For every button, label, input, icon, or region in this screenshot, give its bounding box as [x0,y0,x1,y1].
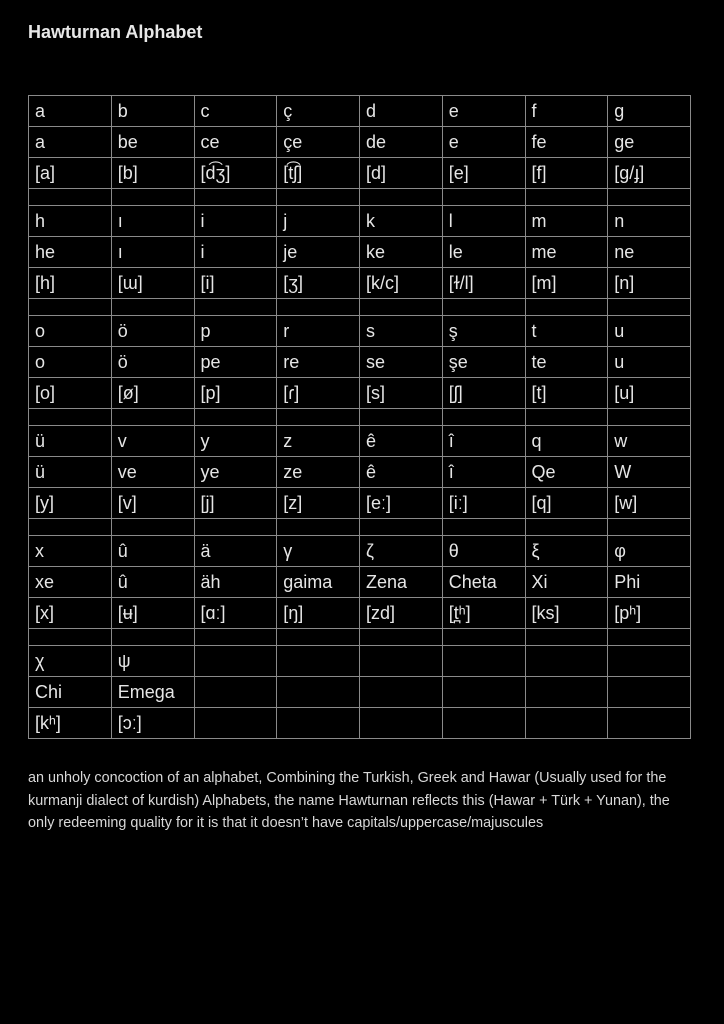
name-cell: Chi [29,677,112,708]
name-cell: ê [360,457,443,488]
ipa-cell [608,708,691,739]
name-cell [525,677,608,708]
name-row [29,567,691,598]
ipa-row [29,158,691,189]
empty-cell [29,629,112,646]
ipa-cell: [m] [525,268,608,299]
empty-cell [111,189,194,206]
empty-cell [608,409,691,426]
letter-cell: l [442,206,525,237]
ipa-row [29,268,691,299]
empty-cell [111,629,194,646]
name-cell: Emega [111,677,194,708]
empty-cell [608,189,691,206]
letter-cell: ψ [111,646,194,677]
name-cell: û [111,567,194,598]
ipa-cell: [ɑː] [194,598,277,629]
ipa-cell: [ɔː] [111,708,194,739]
letter-cell: d [360,96,443,127]
letter-row [29,316,691,347]
ipa-cell: [ʉ] [111,598,194,629]
page-title: Hawturnan Alphabet [28,22,203,42]
name-cell: Zena [360,567,443,598]
ipa-cell: [kʰ] [29,708,112,739]
ipa-cell: [zd] [360,598,443,629]
letter-cell [360,646,443,677]
letter-row [29,646,691,677]
spacer-row [29,189,691,206]
ipa-cell: [j] [194,488,277,519]
empty-cell [29,409,112,426]
name-cell: W [608,457,691,488]
empty-cell [442,409,525,426]
name-cell: me [525,237,608,268]
empty-cell [194,629,277,646]
name-cell: Xi [525,567,608,598]
letter-cell: ä [194,536,277,567]
name-cell: Phi [608,567,691,598]
ipa-cell: [p] [194,378,277,409]
name-cell: ü [29,457,112,488]
ipa-cell: [e] [442,158,525,189]
letter-row [29,536,691,567]
name-cell: he [29,237,112,268]
ipa-cell: [q] [525,488,608,519]
ipa-cell: [o] [29,378,112,409]
ipa-row [29,378,691,409]
empty-cell [277,409,360,426]
letter-cell: ξ [525,536,608,567]
name-cell: e [442,127,525,158]
ipa-cell: [k/c] [360,268,443,299]
name-row [29,127,691,158]
name-cell: se [360,347,443,378]
spacer-row [29,629,691,646]
ipa-cell [525,708,608,739]
spacer-row [29,299,691,316]
ipa-cell: [u] [608,378,691,409]
empty-cell [277,299,360,316]
name-cell: de [360,127,443,158]
letter-cell: w [608,426,691,457]
empty-cell [360,409,443,426]
name-cell: fe [525,127,608,158]
name-cell: u [608,347,691,378]
name-cell: Qe [525,457,608,488]
letter-cell: u [608,316,691,347]
ipa-cell: [n] [608,268,691,299]
letter-cell: ê [360,426,443,457]
letter-cell: s [360,316,443,347]
name-cell: Cheta [442,567,525,598]
ipa-cell: [eː] [360,488,443,519]
ipa-cell: [t̪ʰ] [442,598,525,629]
empty-cell [29,189,112,206]
letter-cell [525,646,608,677]
empty-cell [111,409,194,426]
letter-cell: ü [29,426,112,457]
ipa-cell: [f] [525,158,608,189]
name-cell [608,677,691,708]
letter-cell: θ [442,536,525,567]
name-cell: re [277,347,360,378]
letter-cell: t [525,316,608,347]
name-cell: ze [277,457,360,488]
empty-cell [525,409,608,426]
letter-cell: r [277,316,360,347]
ipa-cell: [a] [29,158,112,189]
empty-cell [525,519,608,536]
name-cell [360,677,443,708]
name-cell: gaima [277,567,360,598]
name-cell: î [442,457,525,488]
ipa-cell [277,708,360,739]
ipa-cell: [iː] [442,488,525,519]
empty-cell [442,299,525,316]
ipa-cell: [i] [194,268,277,299]
letter-cell: ı [111,206,194,237]
ipa-row [29,708,691,739]
empty-cell [111,299,194,316]
letter-cell: γ [277,536,360,567]
spacer-row [29,409,691,426]
ipa-cell: [v] [111,488,194,519]
letter-cell: c [194,96,277,127]
empty-cell [608,299,691,316]
letter-cell: q [525,426,608,457]
letter-cell: z [277,426,360,457]
letter-row [29,206,691,237]
name-cell: xe [29,567,112,598]
ipa-cell: [h] [29,268,112,299]
letter-cell: b [111,96,194,127]
letter-cell: φ [608,536,691,567]
empty-cell [442,519,525,536]
empty-cell [111,519,194,536]
name-row [29,457,691,488]
ipa-cell: [ʃ] [442,378,525,409]
ipa-cell: [t] [525,378,608,409]
empty-cell [194,299,277,316]
letter-cell: ç [277,96,360,127]
empty-cell [360,519,443,536]
ipa-cell [360,708,443,739]
ipa-row [29,488,691,519]
name-cell [442,677,525,708]
letter-cell [442,646,525,677]
letter-cell: î [442,426,525,457]
letter-cell [608,646,691,677]
letter-cell: a [29,96,112,127]
empty-cell [360,189,443,206]
name-cell: a [29,127,112,158]
ipa-cell [442,708,525,739]
ipa-cell: [z] [277,488,360,519]
spacer-row [29,519,691,536]
name-cell: ne [608,237,691,268]
ipa-cell: [ks] [525,598,608,629]
empty-cell [360,299,443,316]
name-cell: be [111,127,194,158]
name-cell: äh [194,567,277,598]
letter-cell: h [29,206,112,237]
letter-cell: n [608,206,691,237]
letter-cell: p [194,316,277,347]
name-cell: ö [111,347,194,378]
ipa-cell: [t͡ʃ] [277,158,360,189]
ipa-cell: [ɫ/l] [442,268,525,299]
letter-cell: û [111,536,194,567]
empty-cell [608,629,691,646]
name-cell: şe [442,347,525,378]
name-cell: ye [194,457,277,488]
letter-cell: v [111,426,194,457]
letter-cell: x [29,536,112,567]
name-cell: je [277,237,360,268]
letter-cell: ζ [360,536,443,567]
empty-cell [442,189,525,206]
empty-cell [277,519,360,536]
ipa-cell: [d͡ʒ] [194,158,277,189]
ipa-cell: [ŋ] [277,598,360,629]
letter-row [29,426,691,457]
letter-cell: k [360,206,443,237]
letter-cell: j [277,206,360,237]
empty-cell [525,299,608,316]
name-row [29,237,691,268]
ipa-cell: [x] [29,598,112,629]
empty-cell [29,299,112,316]
empty-cell [608,519,691,536]
alphabet-table [28,95,691,739]
letter-cell: i [194,206,277,237]
name-row [29,347,691,378]
letter-cell: o [29,316,112,347]
ipa-cell: [w] [608,488,691,519]
name-cell: ke [360,237,443,268]
letter-cell: f [525,96,608,127]
empty-cell [360,629,443,646]
name-cell: ve [111,457,194,488]
ipa-cell: [d] [360,158,443,189]
ipa-cell: [s] [360,378,443,409]
name-cell: pe [194,347,277,378]
letter-cell: χ [29,646,112,677]
letter-cell [194,646,277,677]
name-cell: o [29,347,112,378]
letter-cell: ş [442,316,525,347]
name-cell: çe [277,127,360,158]
empty-cell [194,189,277,206]
ipa-cell: [ɯ] [111,268,194,299]
empty-cell [194,519,277,536]
empty-cell [29,519,112,536]
name-cell [277,677,360,708]
letter-row [29,96,691,127]
letter-cell: m [525,206,608,237]
empty-cell [525,189,608,206]
letter-cell: g [608,96,691,127]
name-cell: ge [608,127,691,158]
ipa-cell: [ɾ] [277,378,360,409]
letter-cell: y [194,426,277,457]
letter-cell: ö [111,316,194,347]
name-cell: te [525,347,608,378]
name-cell [194,677,277,708]
ipa-cell: [pʰ] [608,598,691,629]
empty-cell [194,409,277,426]
ipa-cell: [y] [29,488,112,519]
name-cell: le [442,237,525,268]
empty-cell [525,629,608,646]
name-row [29,677,691,708]
empty-cell [277,189,360,206]
ipa-cell: [b] [111,158,194,189]
ipa-cell: [ʒ] [277,268,360,299]
empty-cell [277,629,360,646]
name-cell: ı [111,237,194,268]
name-cell: ce [194,127,277,158]
ipa-cell: [g/ɟ] [608,158,691,189]
empty-cell [442,629,525,646]
description-paragraph: an unholy concoction of an alphabet, Combining the Turkish, Greek and Hawar (Usually used for the kurmanji dialect of kurdish) Alphabets, the name Hawturnan reflects this (Hawar + Türk + Yunan), the only redeeming quality for it is that it doesn’t have capitals/uppercase/majuscules [28,770,670,831]
ipa-cell [194,708,277,739]
ipa-cell: [ø] [111,378,194,409]
name-cell: i [194,237,277,268]
ipa-row [29,598,691,629]
letter-cell [277,646,360,677]
letter-cell: e [442,96,525,127]
